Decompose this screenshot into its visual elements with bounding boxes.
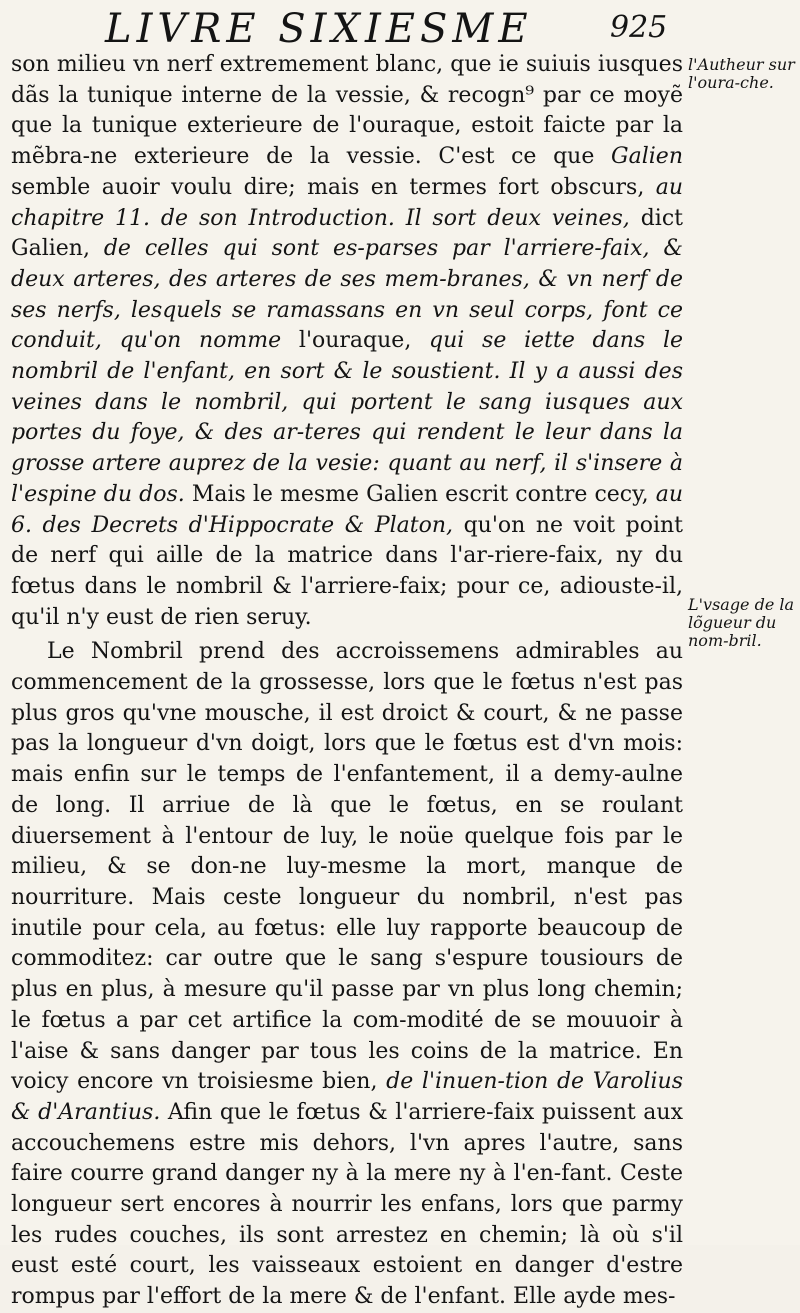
p1-citation-2: au 6. des Decrets d'Hippocrate & Platon, xyxy=(11,481,683,538)
p1-text-4: l'ouraque, xyxy=(281,328,430,354)
margin-note-nombril: L'vsage de la lõgueur du nom-bril. xyxy=(688,595,795,650)
p2-text-2: Afin que le fœtus & l'arriere-faix puissent aux accouchemens estre mis dehors, l'vn apres l'autre, sans faire courre grand danger ny à la mere ny à l'en-fant. Ceste longueur sert encores à nourrir les enfans, lors que parmy les rudes couches, ils sont arrestez en chemin; là où s'il eust esté court, les vaisseaux estoient en danger d'estre rompus par l'effort de la mere & de l'enfant. Elle ayde mes- xyxy=(11,1099,683,1310)
p1-text-2: semble auoir voulu dire; mais en termes fort obscurs, xyxy=(11,174,656,200)
paragraph-2 xyxy=(11,637,683,1312)
p1-text-6: qu'on ne voit point de nerf qui aille de la matrice dans l'ar-riere-faix, ny du fœtus dans le nombril & l'arriere-faix; pour ce, adiouste-il, qu'il n'y eust de rien seruy. xyxy=(11,512,683,630)
main-text-column xyxy=(11,50,683,1313)
p1-quotation: de celles qui sont es-parses par l'arriere-faix, & deux arteres, des arteres de ses mem-branes, & vn nerf de ses nerfs, lesquels se ramassans en vn seul corps, font ce conduit, qu'on nomme xyxy=(11,236,684,354)
page-header xyxy=(0,6,800,50)
margin-note-ouraque: l'Autheur sur l'oura-che. xyxy=(688,55,795,92)
page-number: 925 xyxy=(610,10,668,45)
p1-quotation-2: qui se iette dans le nombril de l'enfant, en sort & le soustient. Il y a aussi des veines dans le nombril, qui portent le sang iusques aux portes du foye, & des ar-teres qui rendent le leur dans la grosse artere auprez de la vesie: quant au nerf, il s'insere à l'espine du dos. xyxy=(11,328,683,507)
running-title: LIVRE SIXIESME xyxy=(105,6,533,52)
p1-citation-1: au chapitre 11. de son Introduction. Il sort deux veines, xyxy=(11,174,683,231)
p2-text-1: Le Nombril prend des accroissemens admirables au commencement de la grossesse, lors que le fœtus n'est pas plus gros qu'vne mousche, il est droict & court, & ne passe pas la longueur d'vn doigt, lors que le fœtus est d'vn mois: mais enfin sur le temps de l'enfantement, il a demy-aulne de long. Il arriue de là que le fœtus, en se roulant diuersement à l'entour de luy, le noüe quelque fois par le milieu, & se don-ne luy-mesme la mort, manque de nourriture. Mais ceste longueur du nombril, n'est pas inutile pour cela, au fœtus: elle luy rapporte beaucoup de commoditez: car outre que le sang s'espure tousiours de plus en plus, à mesure qu'il passe par vn plus long chemin; le fœtus a par cet artifice la com-modité de se mouuoir à l'aise & sans danger par tous les coins de la matrice. En voicy encore vn troisiesme bien, xyxy=(11,639,683,1095)
p1-text-5: Mais le mesme Galien escrit contre cecy, xyxy=(184,481,656,507)
p1-galien: Galien xyxy=(611,144,683,170)
paragraph-1 xyxy=(11,50,683,633)
p1-text-1: son milieu vn nerf extremement blanc, que ie suiuis iusques dãs la tunique interne de la vessie, & recogn⁹ par ce moyẽ que la tunique exterieure de l'ouraque, estoit faicte par la mẽbra-ne exterieure de la vessie. C'est ce que xyxy=(11,52,683,170)
p1-text-3: dict Galien, xyxy=(11,205,683,262)
p2-citation: de l'inuen-tion de Varolius & d'Arantius. xyxy=(11,1069,683,1125)
